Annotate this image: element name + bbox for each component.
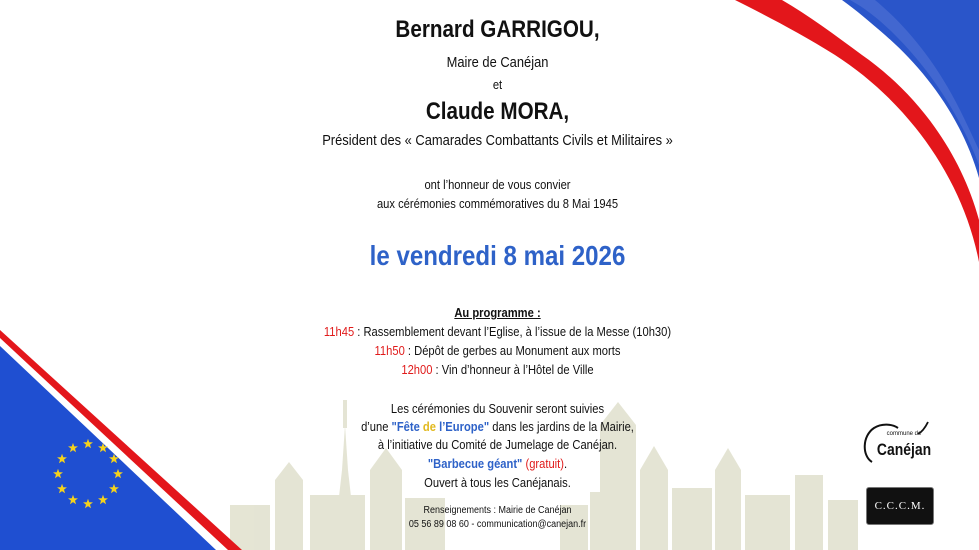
- bbq-end: .: [563, 456, 568, 471]
- invitation-line1: ont l’honneur de vous convier: [424, 177, 571, 192]
- conjunction: et: [492, 77, 503, 92]
- french-flag-wave: [735, 0, 979, 262]
- followup-suffix: dans les jardins de la Mairie,: [489, 419, 634, 434]
- program-time: 11h50: [374, 343, 405, 358]
- program-heading: Au programme :: [454, 305, 541, 320]
- program-time: 11h45: [323, 324, 355, 339]
- eu-flag: [0, 330, 242, 550]
- invitation-line2: aux cérémonies commémoratives du 8 Mai 1945: [376, 196, 619, 211]
- followup-line3: à l’initiative du Comité de Jumelage de Canéjan.: [377, 437, 618, 452]
- program-time: 12h00: [401, 362, 433, 377]
- contact-line2: 05 56 89 08 60 - communication@canejan.fr: [408, 519, 587, 530]
- host2-name: Claude MORA,: [425, 98, 570, 125]
- program-text: : Vin d’honneur à l’Hôtel de Ville: [432, 362, 594, 377]
- host1-name: Bernard GARRIGOU,: [395, 16, 600, 43]
- fete-part3: l’Europe": [435, 419, 490, 434]
- followup-line2: [233, 419, 762, 434]
- program-text: : Rassemblement devant l’Eglise, à l’issue de la Messe (10h30): [354, 324, 672, 339]
- followup-line1: Les cérémonies du Souvenir seront suivies: [390, 401, 605, 416]
- followup-bbq: [233, 456, 762, 471]
- canejan-logo-name: Canéjan: [876, 440, 932, 460]
- bbq-label: "Barbecue géant": [427, 456, 523, 471]
- followup-prefix: d’une: [361, 419, 392, 434]
- canejan-logo: [858, 420, 942, 470]
- event-date: le vendredi 8 mai 2026: [369, 240, 626, 271]
- program-item: [233, 362, 762, 377]
- program-item: [233, 343, 762, 358]
- fete-part1: "Fête: [391, 419, 423, 434]
- bbq-note: (gratuit): [522, 456, 564, 471]
- fete-part2: de: [422, 419, 436, 434]
- program-item: [233, 324, 762, 339]
- host1-title: Maire de Canéjan: [446, 54, 549, 71]
- cccm-logo: C.C.C.M.: [866, 487, 934, 525]
- canejan-logo-small-text: commune de: [886, 431, 922, 437]
- contact-line1: Renseignements : Mairie de Canéjan: [423, 505, 572, 516]
- followup-line5: Ouvert à tous les Canéjanais.: [424, 475, 571, 490]
- program-text: : Dépôt de gerbes au Monument aux morts: [404, 343, 621, 358]
- host2-title: Président des « Camarades Combattants Civils et Militaires »: [322, 132, 673, 149]
